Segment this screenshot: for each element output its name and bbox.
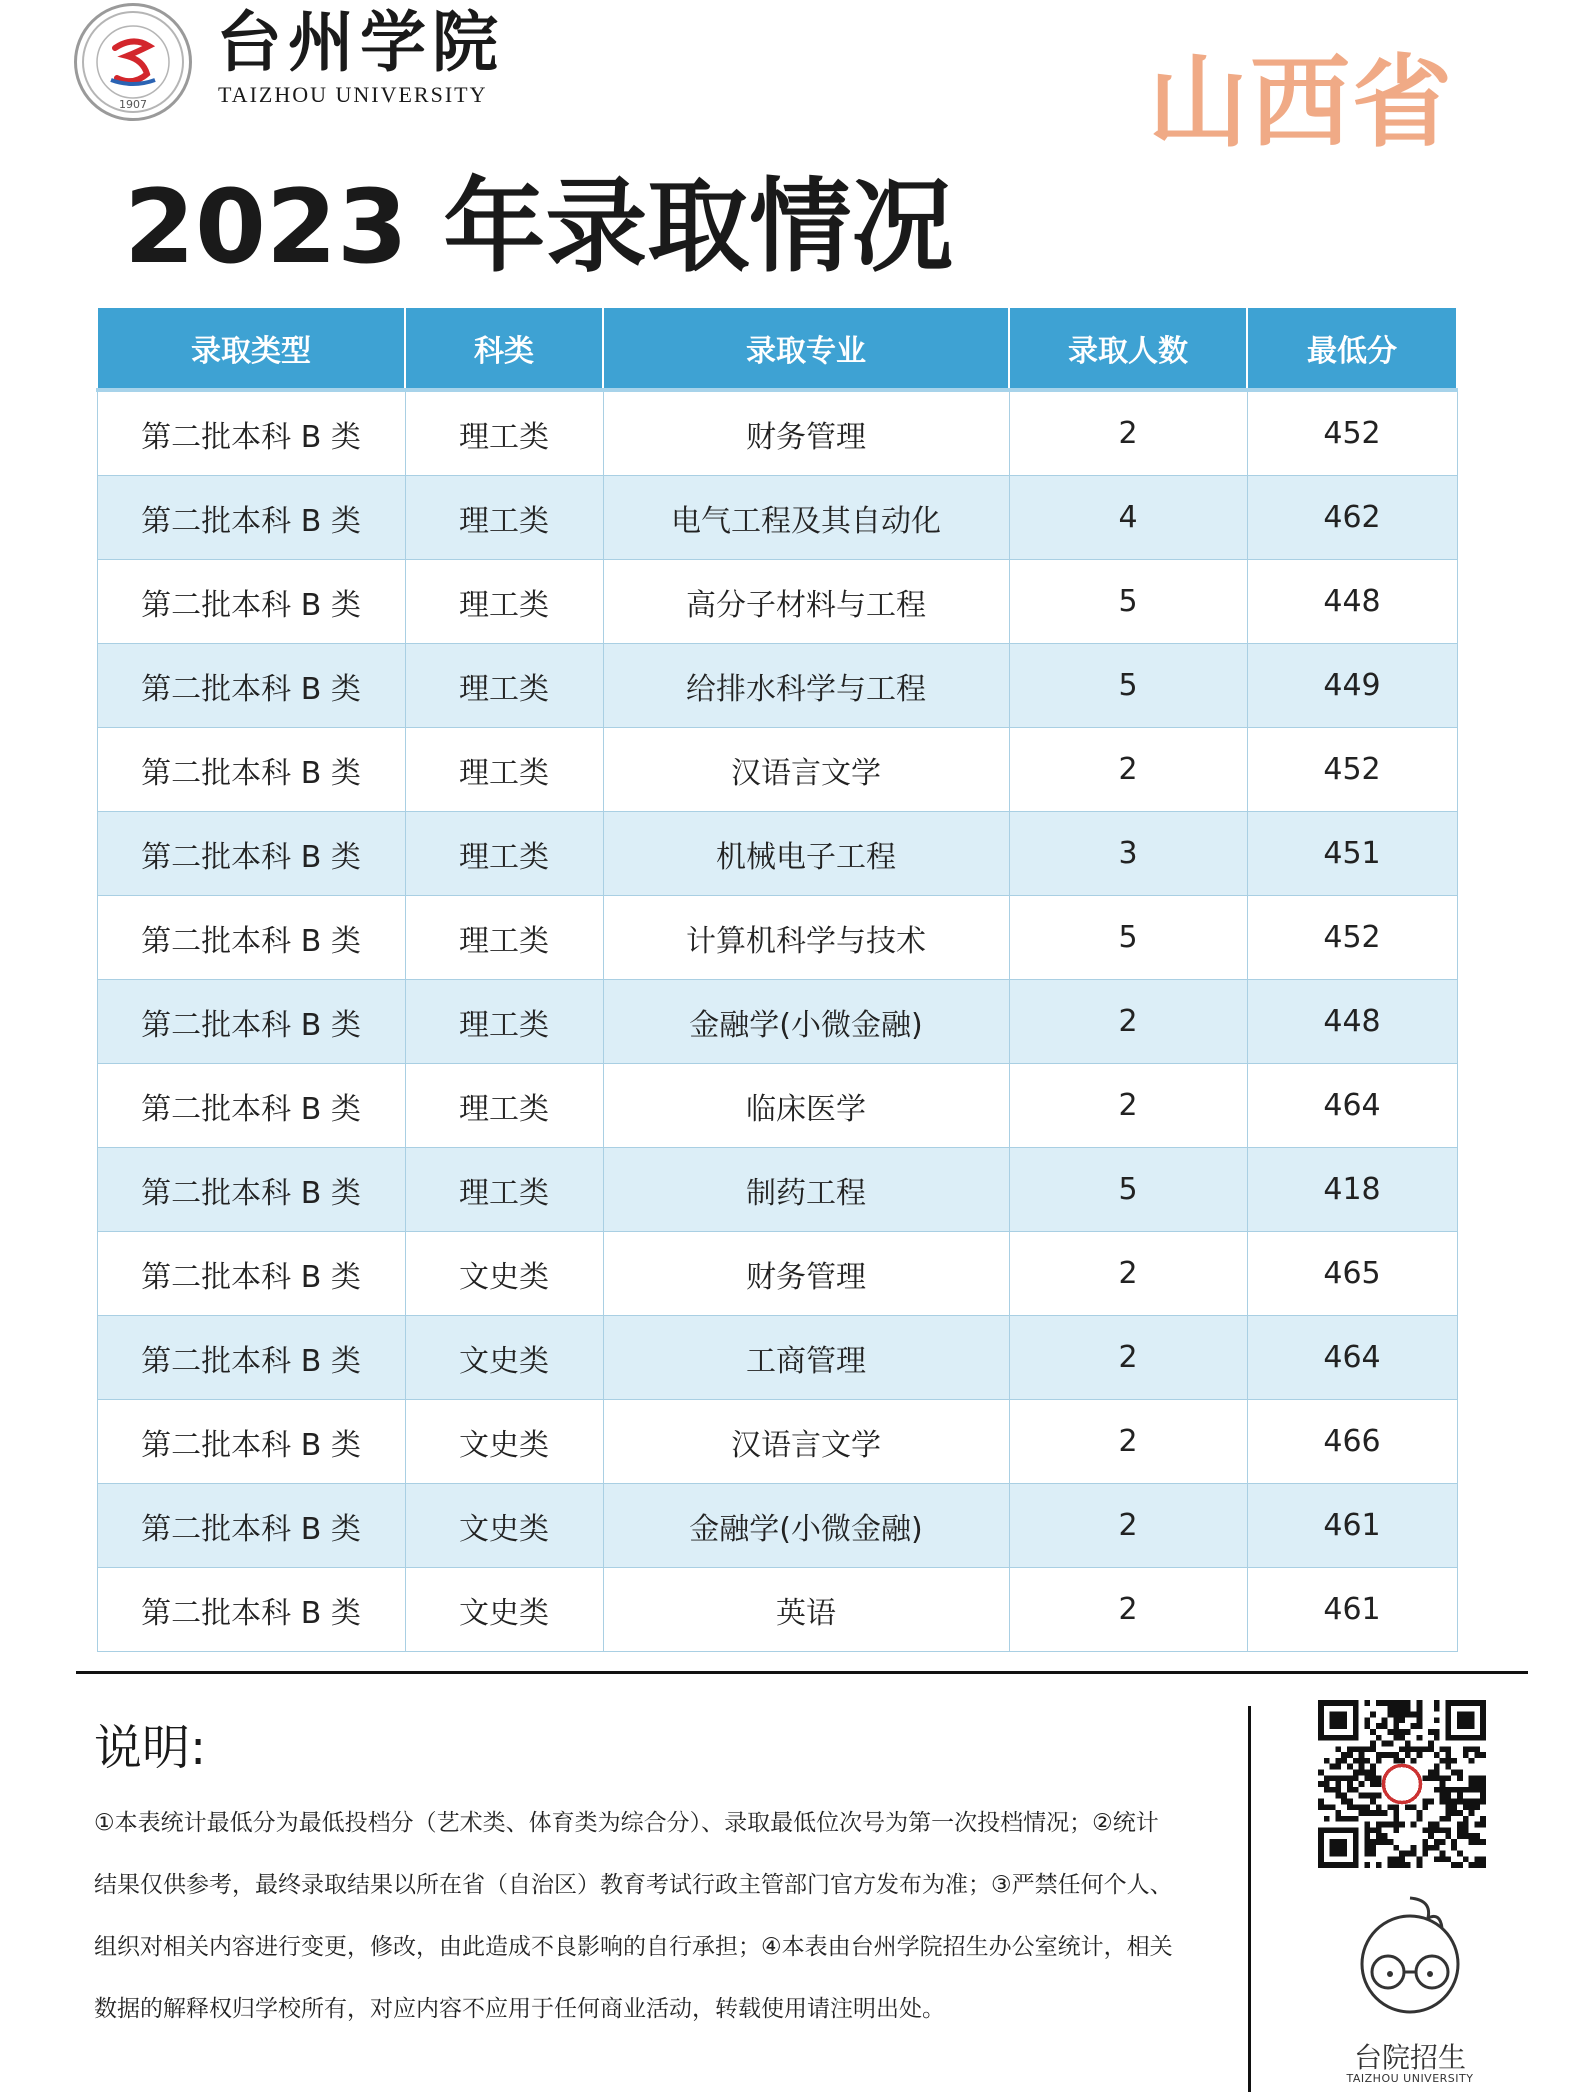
cell-category: 理工类 xyxy=(405,644,603,728)
column-header-admission-type: 录取类型 xyxy=(97,308,405,390)
table-row xyxy=(97,476,1457,560)
mascot-label: 台院招生 xyxy=(1353,2041,1466,2074)
cell-major: 计算机科学与技术 xyxy=(603,896,1009,980)
cell-category: 文史类 xyxy=(405,1400,603,1484)
cell-major: 高分子材料与工程 xyxy=(603,560,1009,644)
cell-admitted-count: 2 xyxy=(1009,1400,1247,1484)
university-name-cn: 台州学院 xyxy=(216,3,504,81)
table-row xyxy=(97,1400,1457,1484)
cell-min-score: 452 xyxy=(1247,896,1457,980)
cell-admission-type: 第二批本科 B 类 xyxy=(97,390,405,476)
cell-min-score: 465 xyxy=(1247,1232,1457,1316)
cell-major: 汉语言文学 xyxy=(603,728,1009,812)
cell-admission-type: 第二批本科 B 类 xyxy=(97,1064,405,1148)
cell-min-score: 461 xyxy=(1247,1568,1457,1652)
cell-admission-type: 第二批本科 B 类 xyxy=(97,896,405,980)
cell-admitted-count: 3 xyxy=(1009,812,1247,896)
column-header-category: 科类 xyxy=(405,308,603,390)
notes-line: ①本表统计最低分为最低投档分（艺术类、体育类为综合分）、录取最低位次号为第一次投档情况；②统计 xyxy=(94,1810,1159,1836)
cell-min-score: 464 xyxy=(1247,1316,1457,1400)
cell-category: 理工类 xyxy=(405,728,603,812)
table-row xyxy=(97,980,1457,1064)
cell-category: 理工类 xyxy=(405,560,603,644)
notes-title: 说明: xyxy=(94,1720,207,1776)
province-label: 山西省 xyxy=(1148,44,1454,161)
page-header xyxy=(0,0,1587,300)
column-header-min-score: 最低分 xyxy=(1247,308,1457,390)
mascot-subtitle: TAIZHOU UNIVERSITY xyxy=(1346,2072,1474,2085)
cell-min-score: 462 xyxy=(1247,476,1457,560)
page-title: 2023 年录取情况 xyxy=(124,168,954,287)
cell-major: 工商管理 xyxy=(603,1316,1009,1400)
cell-admission-type: 第二批本科 B 类 xyxy=(97,560,405,644)
cell-admission-type: 第二批本科 B 类 xyxy=(97,1148,405,1232)
cell-major: 英语 xyxy=(603,1568,1009,1652)
cell-major: 给排水科学与工程 xyxy=(603,644,1009,728)
cell-min-score: 466 xyxy=(1247,1400,1457,1484)
cell-admitted-count: 2 xyxy=(1009,1316,1247,1400)
cell-admitted-count: 5 xyxy=(1009,644,1247,728)
cell-major: 财务管理 xyxy=(603,1232,1009,1316)
cell-admitted-count: 2 xyxy=(1009,1232,1247,1316)
notes-line: 结果仅供参考，最终录取结果以所在省（自治区）教育考试行政主管部门官方发布为准；③严禁任何个人、 xyxy=(94,1872,1173,1898)
cell-admission-type: 第二批本科 B 类 xyxy=(97,1400,405,1484)
cell-admission-type: 第二批本科 B 类 xyxy=(97,476,405,560)
notes-body xyxy=(94,1792,1214,2040)
cell-admitted-count: 5 xyxy=(1009,560,1247,644)
column-header-admitted-count: 录取人数 xyxy=(1009,308,1247,390)
cell-admitted-count: 2 xyxy=(1009,390,1247,476)
cell-admitted-count: 2 xyxy=(1009,980,1247,1064)
table-row xyxy=(97,1064,1457,1148)
cell-category: 文史类 xyxy=(405,1484,603,1568)
cell-major: 制药工程 xyxy=(603,1148,1009,1232)
university-name-en: TAIZHOU UNIVERSITY xyxy=(218,82,488,107)
cell-admitted-count: 5 xyxy=(1009,896,1247,980)
cell-category: 文史类 xyxy=(405,1568,603,1652)
table-row xyxy=(97,1484,1457,1568)
cell-category: 理工类 xyxy=(405,1148,603,1232)
table-row xyxy=(97,896,1457,980)
cell-category: 理工类 xyxy=(405,980,603,1064)
cell-category: 文史类 xyxy=(405,1232,603,1316)
notes-line: 数据的解释权归学校所有，对应内容不应用于任何商业活动，转载使用请注明出处。 xyxy=(94,1996,945,2022)
cell-min-score: 449 xyxy=(1247,644,1457,728)
table-row xyxy=(97,812,1457,896)
cell-major: 金融学(小微金融) xyxy=(603,980,1009,1064)
cell-admission-type: 第二批本科 B 类 xyxy=(97,1316,405,1400)
cell-major: 金融学(小微金融) xyxy=(603,1484,1009,1568)
svg-text:1907: 1907 xyxy=(119,98,147,111)
cell-admission-type: 第二批本科 B 类 xyxy=(97,980,405,1064)
section-divider xyxy=(76,1671,1528,1674)
qr-code-icon[interactable] xyxy=(1318,1700,1486,1868)
cell-min-score: 464 xyxy=(1247,1064,1457,1148)
table-row xyxy=(97,728,1457,812)
cell-admission-type: 第二批本科 B 类 xyxy=(97,1568,405,1652)
cell-major: 电气工程及其自动化 xyxy=(603,476,1009,560)
table-row xyxy=(97,1316,1457,1400)
table-row xyxy=(97,644,1457,728)
cell-min-score: 461 xyxy=(1247,1484,1457,1568)
cell-admission-type: 第二批本科 B 类 xyxy=(97,728,405,812)
cell-category: 理工类 xyxy=(405,390,603,476)
table-row xyxy=(97,390,1457,476)
cell-min-score: 418 xyxy=(1247,1148,1457,1232)
admission-table xyxy=(96,308,1456,1652)
cell-min-score: 452 xyxy=(1247,728,1457,812)
university-seal-icon xyxy=(74,3,192,121)
cell-category: 理工类 xyxy=(405,812,603,896)
cell-admitted-count: 5 xyxy=(1009,1148,1247,1232)
table-header-row xyxy=(97,308,1457,390)
notes-line: 组织对相关内容进行变更，修改，由此造成不良影响的自行承担；④本表由台州学院招生办公室统计，相关 xyxy=(94,1934,1173,1960)
cell-admission-type: 第二批本科 B 类 xyxy=(97,644,405,728)
cell-min-score: 448 xyxy=(1247,980,1457,1064)
cell-category: 理工类 xyxy=(405,476,603,560)
cell-min-score: 452 xyxy=(1247,390,1457,476)
column-header-major: 录取专业 xyxy=(603,308,1009,390)
table-row xyxy=(97,1148,1457,1232)
cell-major: 机械电子工程 xyxy=(603,812,1009,896)
cell-admission-type: 第二批本科 B 类 xyxy=(97,1484,405,1568)
cell-category: 理工类 xyxy=(405,1064,603,1148)
cell-category: 理工类 xyxy=(405,896,603,980)
cell-major: 汉语言文学 xyxy=(603,1400,1009,1484)
cell-major: 临床医学 xyxy=(603,1064,1009,1148)
cell-admitted-count: 2 xyxy=(1009,1484,1247,1568)
table-row xyxy=(97,560,1457,644)
cell-category: 文史类 xyxy=(405,1316,603,1400)
cell-admitted-count: 2 xyxy=(1009,1568,1247,1652)
cell-admitted-count: 2 xyxy=(1009,1064,1247,1148)
cell-admission-type: 第二批本科 B 类 xyxy=(97,1232,405,1316)
cell-admission-type: 第二批本科 B 类 xyxy=(97,812,405,896)
table-row xyxy=(97,1568,1457,1652)
cell-min-score: 448 xyxy=(1247,560,1457,644)
cell-admitted-count: 4 xyxy=(1009,476,1247,560)
cell-major: 财务管理 xyxy=(603,390,1009,476)
cell-min-score: 451 xyxy=(1247,812,1457,896)
cell-admitted-count: 2 xyxy=(1009,728,1247,812)
table-row xyxy=(97,1232,1457,1316)
vertical-divider xyxy=(1248,1706,1251,2092)
